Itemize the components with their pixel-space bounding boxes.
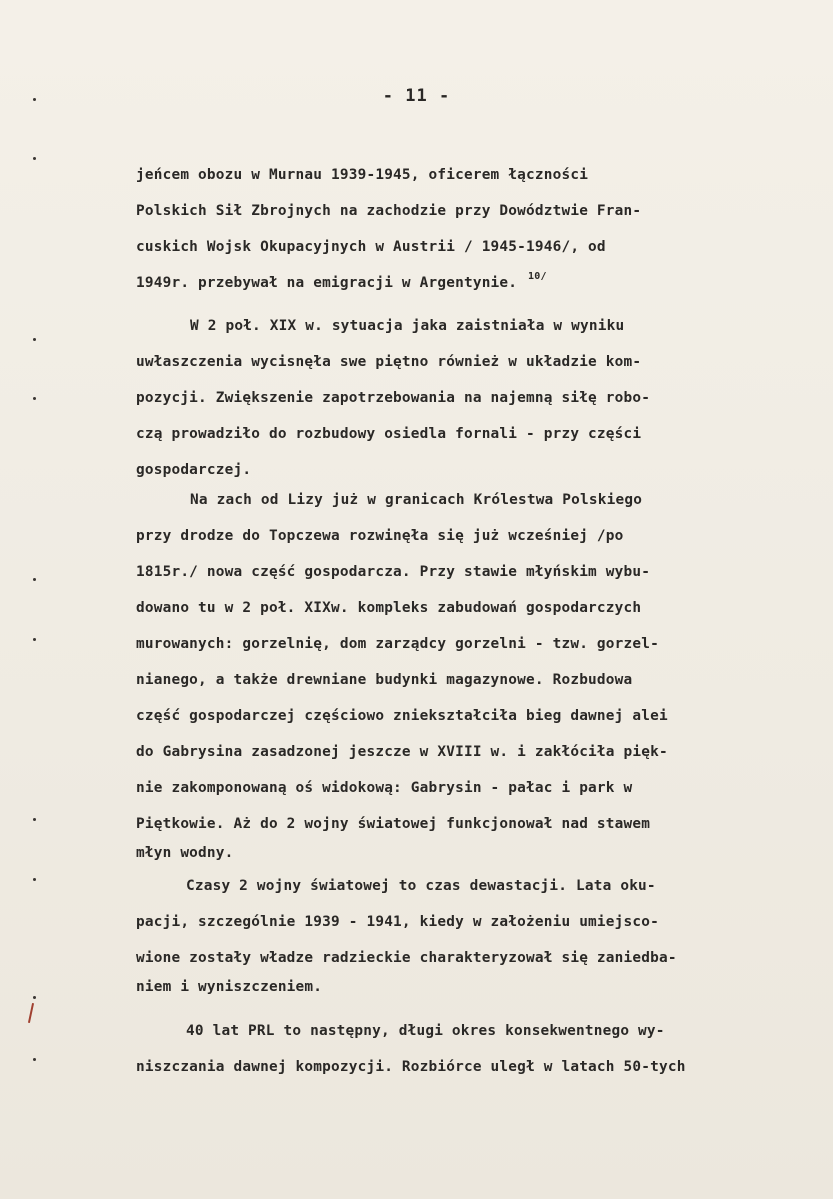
text-line: niszczania dawnej kompozycji. Rozbiórce uległ w latach 50-tych [136,1059,686,1075]
binder-hole [33,818,36,821]
text-line-content: 1949r. przebywał na emigracji w Argentynie. [136,275,518,291]
text-line: przy drodze do Topczewa rozwinęła się już wcześniej /po [136,528,624,544]
text-line: młyn wodny. [136,845,234,861]
text-line: dowano tu w 2 poł. XIXw. kompleks zabudowań gospodarczych [136,600,642,616]
text-line: W 2 poł. XIX w. sytuacja jaka zaistniała w wyniku [190,318,625,334]
binder-hole [33,878,36,881]
text-line: nianego, a także drewniane budynki magazynowe. Rozbudowa [136,672,633,688]
text-line: część gospodarczej częściowo zniekształciła bieg dawnej alei [136,708,668,724]
text-line: czą prowadziło do rozbudowy osiedla fornali - przy części [136,426,642,442]
binder-hole [33,338,36,341]
text-line: murowanych: gorzelnię, dom zarządcy gorzelni - tzw. gorzel- [136,636,659,652]
binder-hole [33,157,36,160]
text-line: do Gabrysina zasadzonej jeszcze w XVIII w. i zakłóciła pięk- [136,744,668,760]
binder-hole [33,1058,36,1061]
footnote-ref: 10/ [528,271,547,282]
page-number: - 11 - [382,86,451,106]
text-line: jeńcem obozu w Murnau 1939-1945, oficerem łączności [136,167,589,183]
text-line: Czasy 2 wojny światowej to czas dewastacji. Lata oku- [186,878,656,894]
pen-mark [28,1003,34,1023]
binder-hole [33,996,36,999]
text-line: niem i wyniszczeniem. [136,979,323,995]
text-line [136,273,547,293]
binder-hole [33,397,36,400]
text-line: nie zakomponowaną oś widokową: Gabrysin - pałac i park w [136,780,633,796]
text-line: 40 lat PRL to następny, długi okres konsekwentnego wy- [186,1023,665,1039]
binder-hole [33,578,36,581]
text-line: Piętkowie. Aż do 2 wojny światowej funkcjonował nad stawem [136,816,651,832]
text-line: Polskich Sił Zbrojnych na zachodzie przy Dowództwie Fran- [136,203,642,219]
text-line: cuskich Wojsk Okupacyjnych w Austrii / 1945-1946/, od [136,239,606,255]
text-line: 1815r./ nowa część gospodarcza. Przy stawie młyńskim wybu- [136,564,651,580]
text-line: uwłaszczenia wycisnęła swe piętno również w układzie kom- [136,354,642,370]
text-line: pozycji. Zwiększenie zapotrzebowania na najemną siłę robo- [136,390,651,406]
text-line: gospodarczej. [136,462,252,478]
text-line: wione zostały władze radzieckie charakteryzował się zaniedba- [136,950,677,966]
text-line: Na zach od Lizy już w granicach Królestwa Polskiego [190,492,643,508]
binder-hole [33,638,36,641]
text-line: pacji, szczególnie 1939 - 1941, kiedy w założeniu umiejsco- [136,914,659,930]
